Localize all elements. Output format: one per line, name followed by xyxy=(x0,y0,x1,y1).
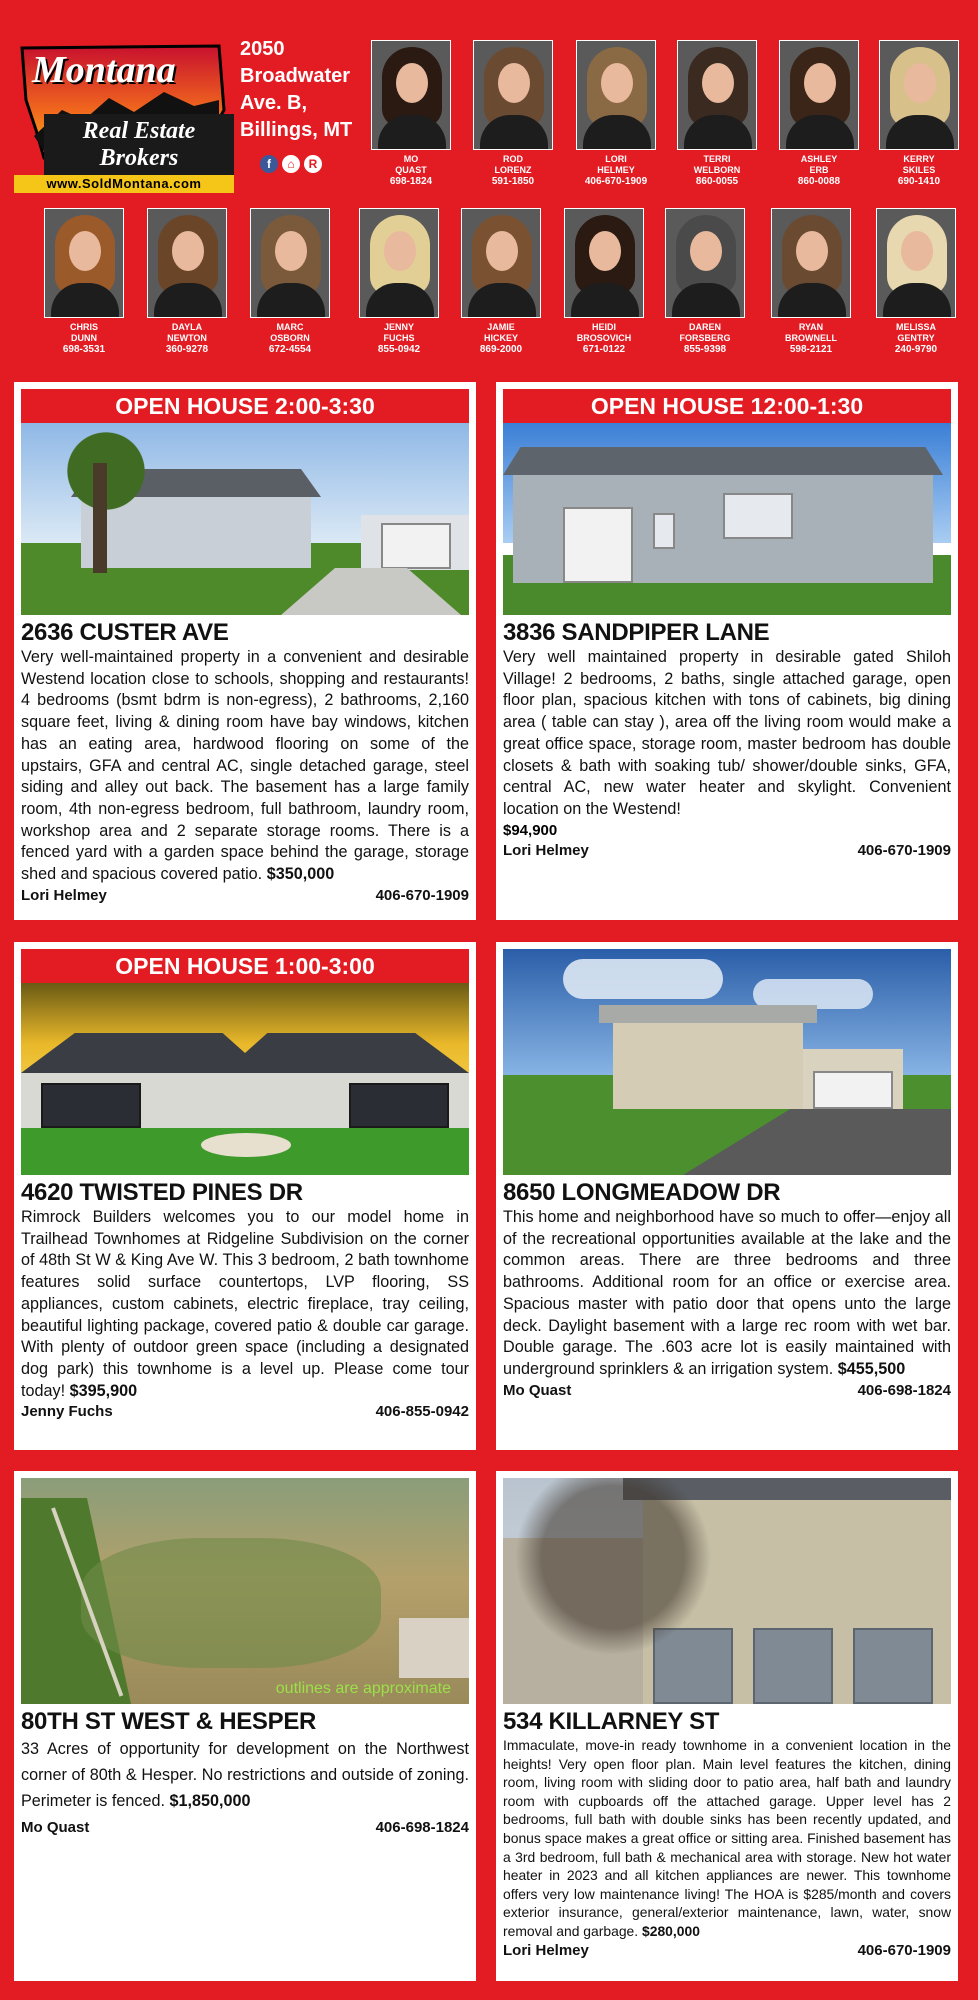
agent-phone[interactable]: 860-0055 xyxy=(695,176,739,187)
agent-phone[interactable]: 869-2000 xyxy=(479,344,523,355)
agent-first-name: LORI xyxy=(605,154,627,164)
agent-photo xyxy=(876,208,956,318)
agent-phone[interactable]: 855-9398 xyxy=(683,344,727,355)
agent-card xyxy=(875,208,957,355)
agent-last-name: BROWNELL xyxy=(785,333,837,343)
agent-photo xyxy=(473,40,553,150)
agent-card xyxy=(770,208,852,355)
agent-last-name: HICKEY xyxy=(483,333,518,343)
agent-last-name: FORSBERG xyxy=(679,333,731,343)
listing-photo xyxy=(21,983,469,1175)
agent-card xyxy=(676,40,758,187)
listing-card xyxy=(14,1471,476,1981)
listing-price: $1,850,000 xyxy=(169,1792,251,1810)
agent-first-name: KERRY xyxy=(903,154,935,164)
agent-photo xyxy=(359,208,439,318)
listing-photo xyxy=(503,423,951,615)
agent-first-name: ASHLEY xyxy=(800,154,838,164)
agent-card xyxy=(249,208,331,355)
agent-first-name: TERRI xyxy=(703,154,731,164)
listing-price: $395,900 xyxy=(69,1381,138,1400)
agent-last-name: HELMEY xyxy=(597,165,635,175)
agent-phone[interactable]: 406-670-1909 xyxy=(857,1941,951,1959)
agent-name: Mo Quast xyxy=(503,1381,572,1399)
listing-street: 80TH ST WEST & HESPER xyxy=(21,1708,317,1735)
listing-footer xyxy=(503,841,951,861)
agent-first-name: HEIDI xyxy=(591,322,616,332)
agent-name: Jenny Fuchs xyxy=(21,1403,113,1421)
agent-card xyxy=(460,208,542,355)
listing-price: $280,000 xyxy=(642,1922,700,1939)
open-house-banner: OPEN HOUSE 12:00-1:30 xyxy=(503,389,951,423)
agent-last-name: NEWTON xyxy=(167,333,207,343)
listing-card xyxy=(14,382,476,920)
listing-card xyxy=(496,942,958,1450)
company-logo xyxy=(14,40,234,190)
agent-card xyxy=(358,208,440,355)
listing-description xyxy=(21,647,469,886)
agent-phone[interactable]: 698-1824 xyxy=(389,176,433,187)
agent-last-name: WELBORN xyxy=(693,165,741,175)
listing-street: 8650 LONGMEADOW DR xyxy=(503,1179,781,1206)
agent-card xyxy=(43,208,125,355)
logo-subtitle: Real Estate Brokers xyxy=(44,114,234,176)
agent-phone[interactable]: 406-670-1909 xyxy=(375,886,469,904)
agent-phone[interactable]: 240-9790 xyxy=(894,344,938,355)
agent-last-name: ERB xyxy=(809,165,829,175)
listing-footer xyxy=(21,1402,469,1422)
agent-first-name: DAYLA xyxy=(171,322,203,332)
agent-photo xyxy=(879,40,959,150)
agent-photo xyxy=(665,208,745,318)
social-icons xyxy=(260,155,322,173)
agent-card xyxy=(575,40,657,187)
description-text: This home and neighborhood have so much to offer—enjoy all of the recreational opportunities available at the lake and the common areas. There are three bedrooms and three bathrooms. Additional room for an office or exercise area. Spacious master with patio door that opens unto the large deck. Daylight basement with a large rec room with wet bar. Double garage. The .603 acre lot is easily maintained with underground sprinklers & an irrigation system. xyxy=(503,1208,951,1378)
agent-last-name: FUCHS xyxy=(383,333,415,343)
description-text: Very well maintained property in desirable gated Shiloh Village! 2 bedrooms, 2 baths, single attached garage, open floor plan, spacious kitchen with tons of cabinets, big dining area ( table can stay ), area off the living room would make a great office space, storage room, master bedroom has double closets & bath with soaking tub/ shower/double sinks, GFA, central AC, new water heater and skylight. Convenient location on the Westend! xyxy=(503,648,951,818)
agent-phone[interactable]: 672-4554 xyxy=(268,344,312,355)
agent-phone[interactable]: 598-2121 xyxy=(789,344,833,355)
agent-photo xyxy=(461,208,541,318)
listing-footer xyxy=(503,1941,951,1961)
agent-first-name: CHRIS xyxy=(69,322,98,332)
agent-phone[interactable]: 855-0942 xyxy=(377,344,421,355)
agent-phone[interactable]: 698-3531 xyxy=(62,344,106,355)
agent-last-name: SKILES xyxy=(902,165,936,175)
agent-first-name: DAREN xyxy=(688,322,721,332)
description-text: 33 Acres of opportunity for development on the Northwest corner of 80th & Hesper. No restrictions and outside of zoning. Perimeter is fenced. xyxy=(21,1740,469,1810)
image-caption: outlines are approximate xyxy=(275,1680,451,1697)
listing-card xyxy=(496,382,958,920)
agent-phone[interactable]: 690-1410 xyxy=(897,176,941,187)
agent-name: Mo Quast xyxy=(21,1819,90,1836)
home-icon: ⌂ xyxy=(282,155,300,173)
agent-phone[interactable]: 406-698-1824 xyxy=(375,1819,469,1836)
listing-card xyxy=(14,942,476,1450)
agent-photo xyxy=(677,40,757,150)
agent-last-name: LORENZ xyxy=(494,165,532,175)
agent-name: Lori Helmey xyxy=(21,886,107,904)
listing-street: 4620 TWISTED PINES DR xyxy=(21,1179,303,1206)
agent-last-name: GENTRY xyxy=(897,333,935,343)
description-text: Rimrock Builders welcomes you to our model home in Trailhead Townhomes at Ridgeline Subdivision on the corner of 48th St W & King Ave W. This 3 bedroom, 2 bath townhome features solid surface countertops, LVP flooring, SS appliances, custom cabinets, electric fireplace, tray ceiling, beautiful lighting package, covered patio & double car garage. With plenty of outdoor green space (including a designated dog park) this townhome is a level up. Please come tour today! xyxy=(21,1208,469,1400)
agent-card xyxy=(878,40,960,187)
agent-photo xyxy=(564,208,644,318)
agent-photo xyxy=(771,208,851,318)
agent-first-name: MARC xyxy=(276,322,304,332)
agent-first-name: ROD xyxy=(503,154,523,164)
agent-first-name: MO xyxy=(403,154,419,164)
listing-street: 2636 CUSTER AVE xyxy=(21,619,229,646)
listing-street: 3836 SANDPIPER LANE xyxy=(503,619,770,646)
agent-photo xyxy=(44,208,124,318)
listing-description xyxy=(21,1736,469,1814)
agent-photo xyxy=(250,208,330,318)
listing-price: $455,500 xyxy=(837,1359,906,1378)
logo-title: Montana xyxy=(32,49,176,91)
agent-phone[interactable]: 406-670-1909 xyxy=(857,841,951,859)
agent-last-name: OSBORN xyxy=(270,333,310,343)
agent-name: Lori Helmey xyxy=(503,1941,589,1959)
listing-description xyxy=(503,647,951,821)
description-text: Immaculate, move-in ready townhome in a convenient location in the heights! Very open floor plan. Main level features the kitchen, dining room, living room with sliding door to patio area, half bath and laundry room with cupboards off the attached garage. Upper level has 2 bedrooms, full bath with double sinks has been recently updated, and bonus space makes a great office or sitting area. Finished basement has a 3rd bedroom, full bath & mechanical area with storage. New hot water heater in 2023 and all kitchen appliances are newer. This townhome offers very low maintenance living! The HOA is $285/month and covers exterior insurance, general/exterior maintenance, lawn, water, snow removal and garbage. xyxy=(503,1737,951,1939)
agent-last-name: BROSOVICH xyxy=(576,333,632,343)
listing-footer xyxy=(21,1818,469,1838)
agent-photo xyxy=(779,40,859,150)
agent-first-name: JAMIE xyxy=(487,322,515,332)
agent-phone[interactable]: 671-0122 xyxy=(582,344,626,355)
open-house-banner: OPEN HOUSE 2:00-3:30 xyxy=(21,389,469,423)
agent-card xyxy=(146,208,228,355)
agent-first-name: RYAN xyxy=(798,322,824,332)
office-address xyxy=(240,36,352,144)
facebook-icon[interactable]: f xyxy=(260,155,278,173)
agent-first-name: MELISSA xyxy=(895,322,936,332)
listing-photo xyxy=(21,1478,469,1704)
website-link[interactable]: www.SoldMontana.com xyxy=(14,175,234,193)
open-house-banner: OPEN HOUSE 1:00-3:00 xyxy=(21,949,469,983)
address-line: Billings, MT xyxy=(240,119,353,141)
agent-card xyxy=(370,40,452,187)
agent-card xyxy=(563,208,645,355)
listing-description xyxy=(21,1207,469,1402)
listing-photo xyxy=(503,949,951,1175)
listing-photo xyxy=(503,1478,951,1704)
agent-first-name: JENNY xyxy=(383,322,414,332)
listing-description xyxy=(503,1736,951,1941)
agent-photo xyxy=(576,40,656,150)
agent-phone[interactable]: 406-670-1909 xyxy=(584,176,648,187)
listing-footer xyxy=(21,886,469,906)
agent-last-name: QUAST xyxy=(395,165,427,175)
agent-photo xyxy=(147,208,227,318)
agent-phone[interactable]: 360-9278 xyxy=(165,344,209,355)
address-line: Ave. B, xyxy=(240,92,308,114)
agent-phone[interactable]: 406-855-0942 xyxy=(375,1403,469,1421)
agent-name: Lori Helmey xyxy=(503,841,589,859)
agent-photo xyxy=(371,40,451,150)
listing-photo xyxy=(21,423,469,615)
listing-price: $94,900 xyxy=(503,821,558,839)
listing-footer xyxy=(503,1381,951,1401)
agent-card xyxy=(778,40,860,187)
agent-phone[interactable]: 860-0088 xyxy=(797,176,841,187)
listing-street: 534 KILLARNEY ST xyxy=(503,1708,720,1735)
agent-phone[interactable]: 591-1850 xyxy=(491,176,535,187)
listing-price: $350,000 xyxy=(266,865,335,884)
listing-card xyxy=(496,1471,958,1981)
address-line: Broadwater xyxy=(240,65,351,87)
agent-phone[interactable]: 406-698-1824 xyxy=(857,1381,951,1399)
agent-card xyxy=(472,40,554,187)
realtor-icon: R xyxy=(304,155,322,173)
address-line: 2050 xyxy=(240,38,285,60)
agent-last-name: DUNN xyxy=(71,333,97,343)
listing-description xyxy=(503,1207,951,1381)
description-text: Very well-maintained property in a convenient and desirable Westend location close to schools, shopping and restaurants! 4 bedrooms (bsmt bdrm is non-egress), 2 bathrooms, 2,160 square feet, living & dining room have bay windows, kitchen has an eating area, hardwood flooring on some of the upstairs, GFA and central AC, single detached garage, steel siding and alley out back. The basement has a large family room, 4th non-egress bedroom, full bathroom, laundry room, workshop area and 2 separate storage rooms. There is a fenced yard with a garden space behind the garage, storage shed and spacious covered patio. xyxy=(21,648,469,884)
agent-card xyxy=(664,208,746,355)
